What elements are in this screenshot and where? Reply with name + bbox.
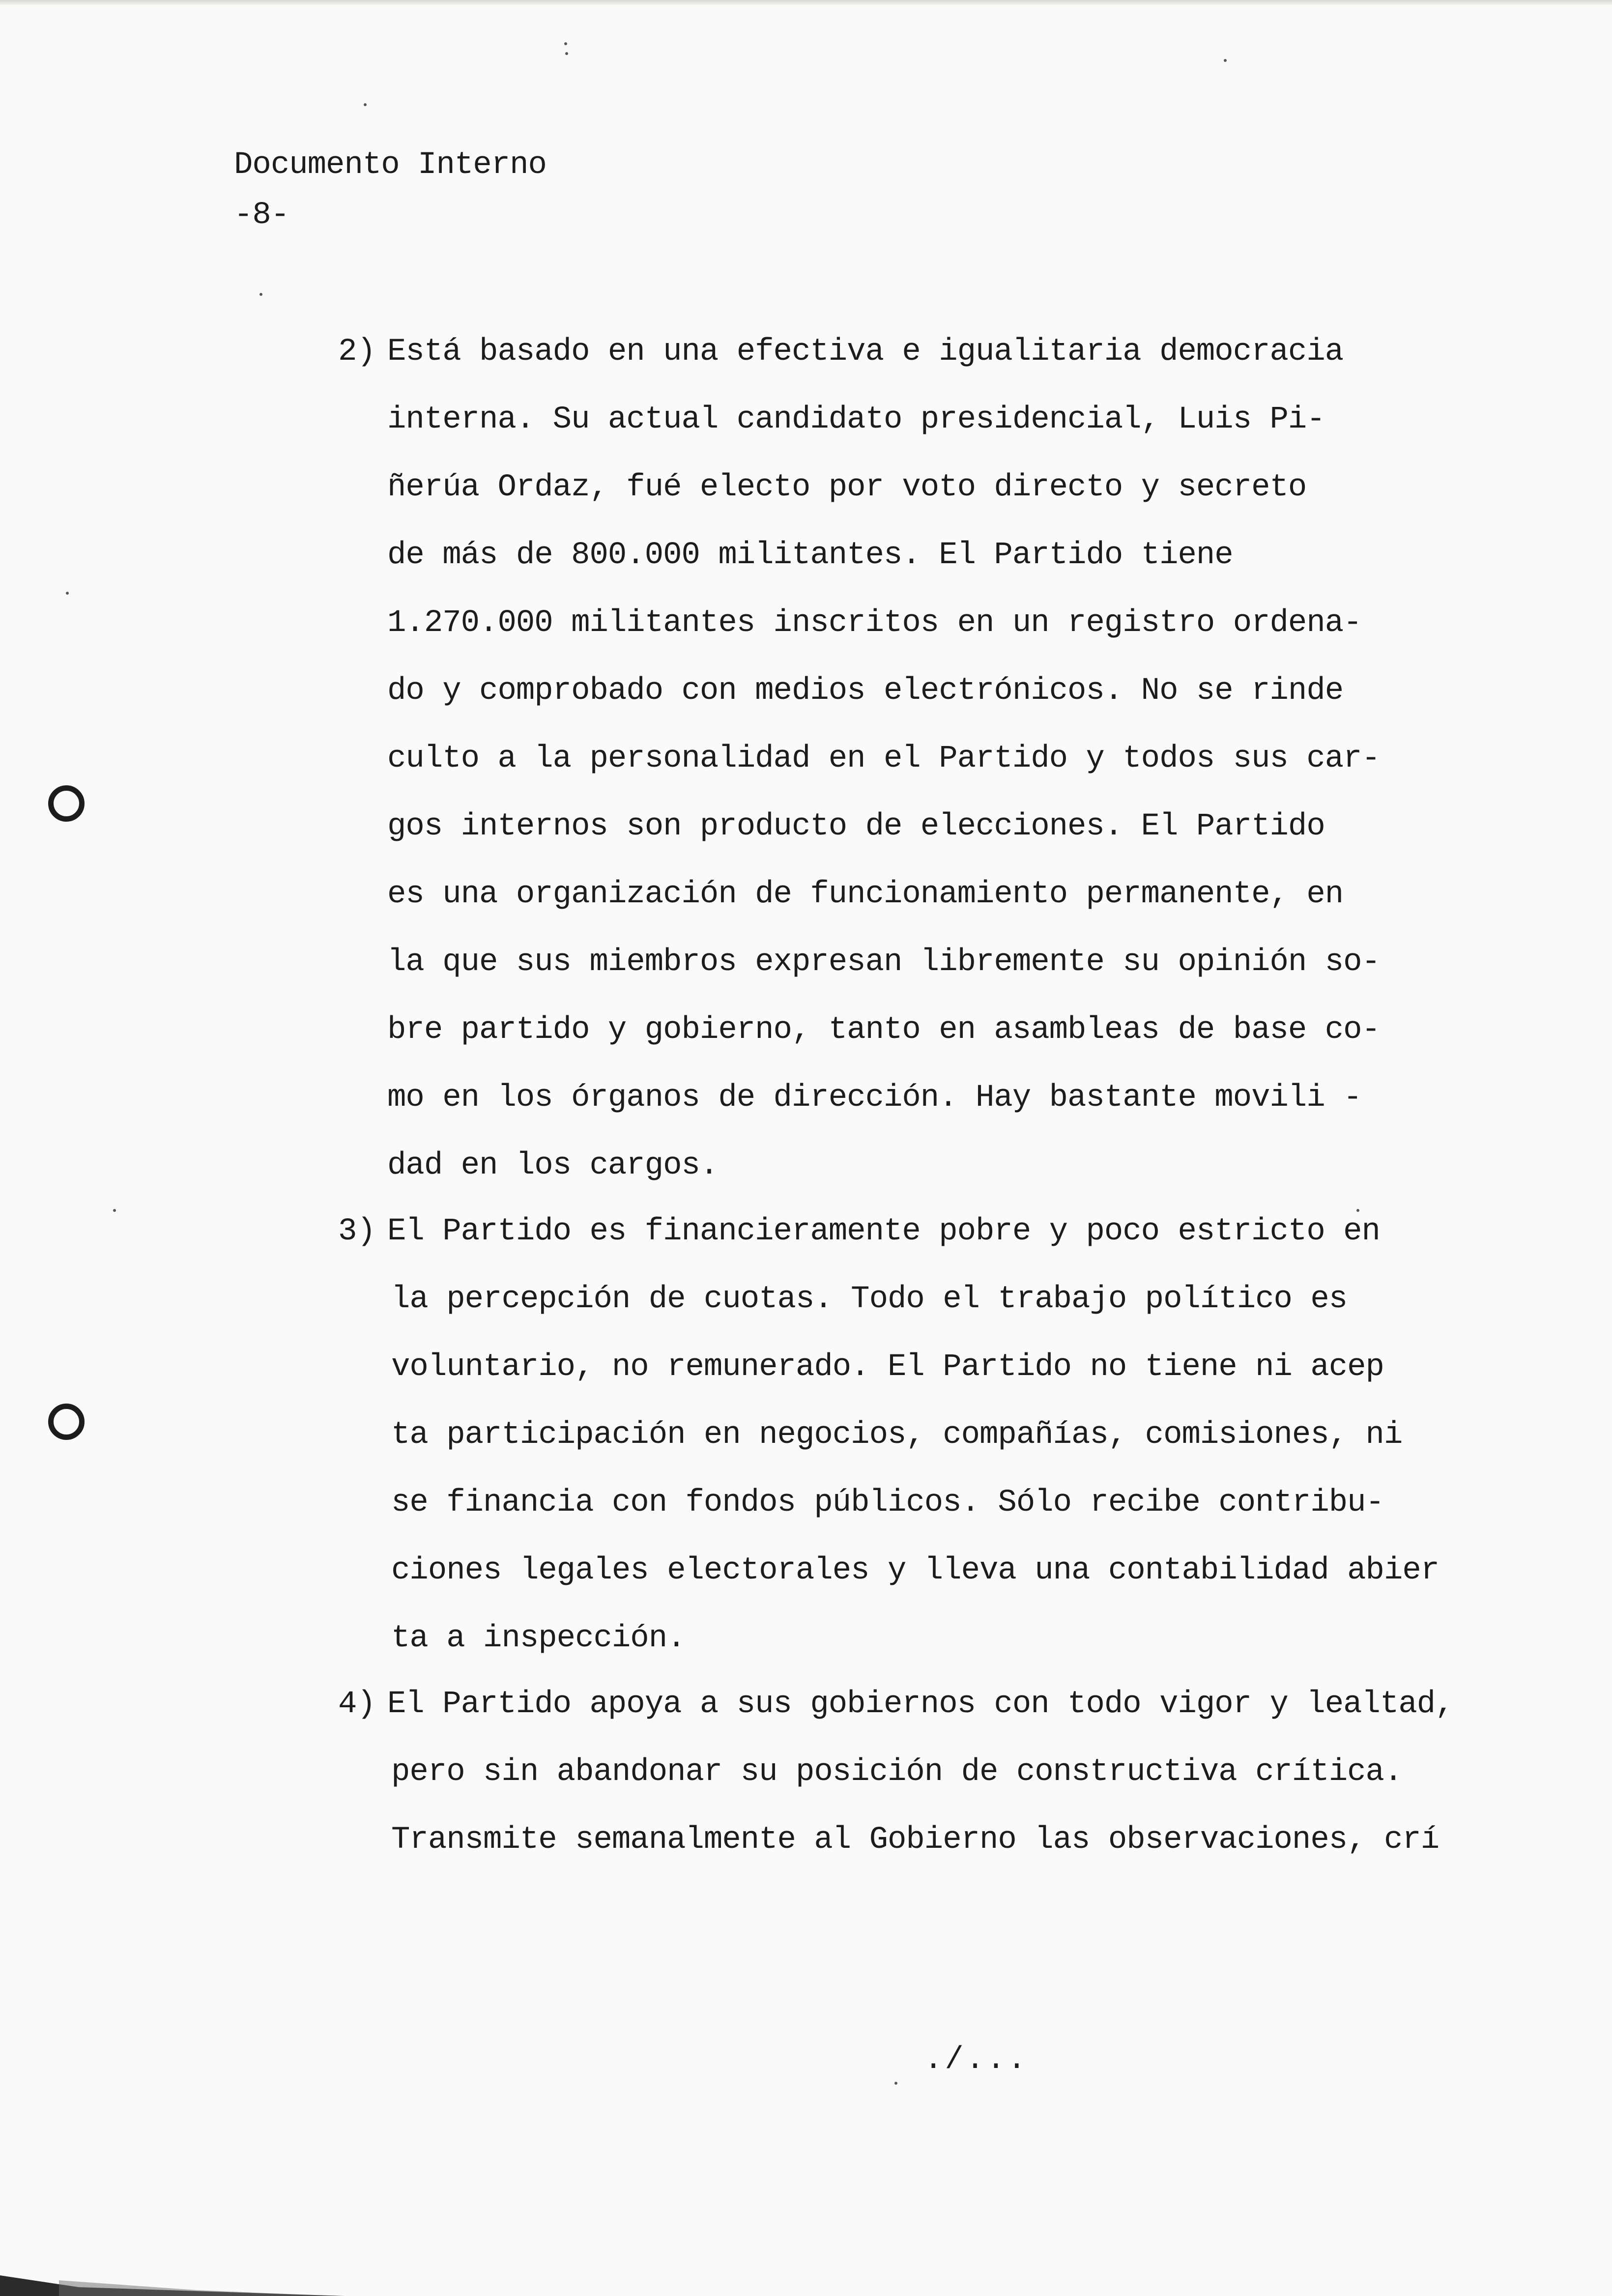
paragraph-line: mo en los órganos de dirección. Hay bastante movili -: [387, 1080, 1362, 1116]
paragraph-line: se financia con fondos públicos. Sólo recibe contribu-: [391, 1485, 1384, 1521]
paragraph-line: ciones legales electorales y lleva una contabilidad abier: [391, 1553, 1439, 1588]
paragraph-line: ñerúa Ordaz, fué electo por voto directo y secreto: [387, 470, 1307, 505]
continuation-mark: ./...: [924, 2042, 1029, 2078]
scan-speck: [564, 42, 567, 45]
paragraph-line: Está basado en una efectiva e igualitaria democracia: [387, 334, 1344, 370]
paragraph-line: es una organización de funcionamiento permanente, en: [387, 877, 1344, 912]
paragraph-line: ta participación en negocios, compañías, comisiones, ni: [391, 1417, 1403, 1453]
paragraph-line: interna. Su actual candidato presidencial, Luis Pi-: [387, 402, 1325, 437]
paragraph-line: dad en los cargos.: [387, 1148, 719, 1183]
document-header-title: Documento Interno: [234, 147, 547, 183]
paragraph-line: do y comprobado con medios electrónicos. No se rinde: [387, 673, 1344, 709]
scan-corner-shadow: [0, 2261, 344, 2296]
paragraph-line: voluntario, no remunerado. El Partido no tiene ni acep: [391, 1349, 1384, 1385]
punch-hole-icon: [48, 1404, 85, 1440]
paragraph-line: culto a la personalidad en el Partido y todos sus car-: [387, 741, 1380, 776]
paragraph-line: Transmite semanalmente al Gobierno las observaciones, crí: [391, 1822, 1439, 1858]
paragraph-line: ta a inspección.: [391, 1621, 686, 1656]
punch-hole-icon: [48, 785, 85, 822]
scan-speck: [113, 1209, 116, 1212]
scan-speck: [364, 103, 367, 106]
paragraph-line: 1.270.000 militantes inscritos en un registro ordena-: [387, 605, 1362, 641]
document-page-number: -8-: [234, 198, 289, 233]
item-number: 4): [338, 1687, 376, 1722]
paragraph-line: bre partido y gobierno, tanto en asambleas de base co-: [387, 1012, 1380, 1048]
paragraph-line: la percepción de cuotas. Todo el trabajo político es: [391, 1282, 1348, 1317]
item-number: 3): [338, 1214, 376, 1249]
scan-speck: [894, 2082, 897, 2085]
paragraph-line: El Partido apoya a sus gobiernos con todo vigor y lealtad,: [387, 1687, 1454, 1722]
scan-top-edge: [0, 0, 1612, 5]
scan-speck: [259, 293, 262, 296]
item-number: 2): [338, 334, 376, 370]
scan-speck: [565, 52, 568, 55]
scan-speck: [1224, 59, 1227, 62]
paragraph-line: pero sin abandonar su posición de constructiva crítica.: [391, 1754, 1403, 1790]
paragraph-line: de más de 800.000 militantes. El Partido tiene: [387, 538, 1233, 573]
scan-speck: [66, 592, 69, 595]
scan-speck: [1356, 1209, 1359, 1212]
paragraph-line: gos internos son producto de elecciones. El Partido: [387, 809, 1325, 844]
paragraph-line: El Partido es financieramente pobre y poco estricto en: [387, 1214, 1380, 1249]
paragraph-line: la que sus miembros expresan libremente su opinión so-: [387, 945, 1380, 980]
